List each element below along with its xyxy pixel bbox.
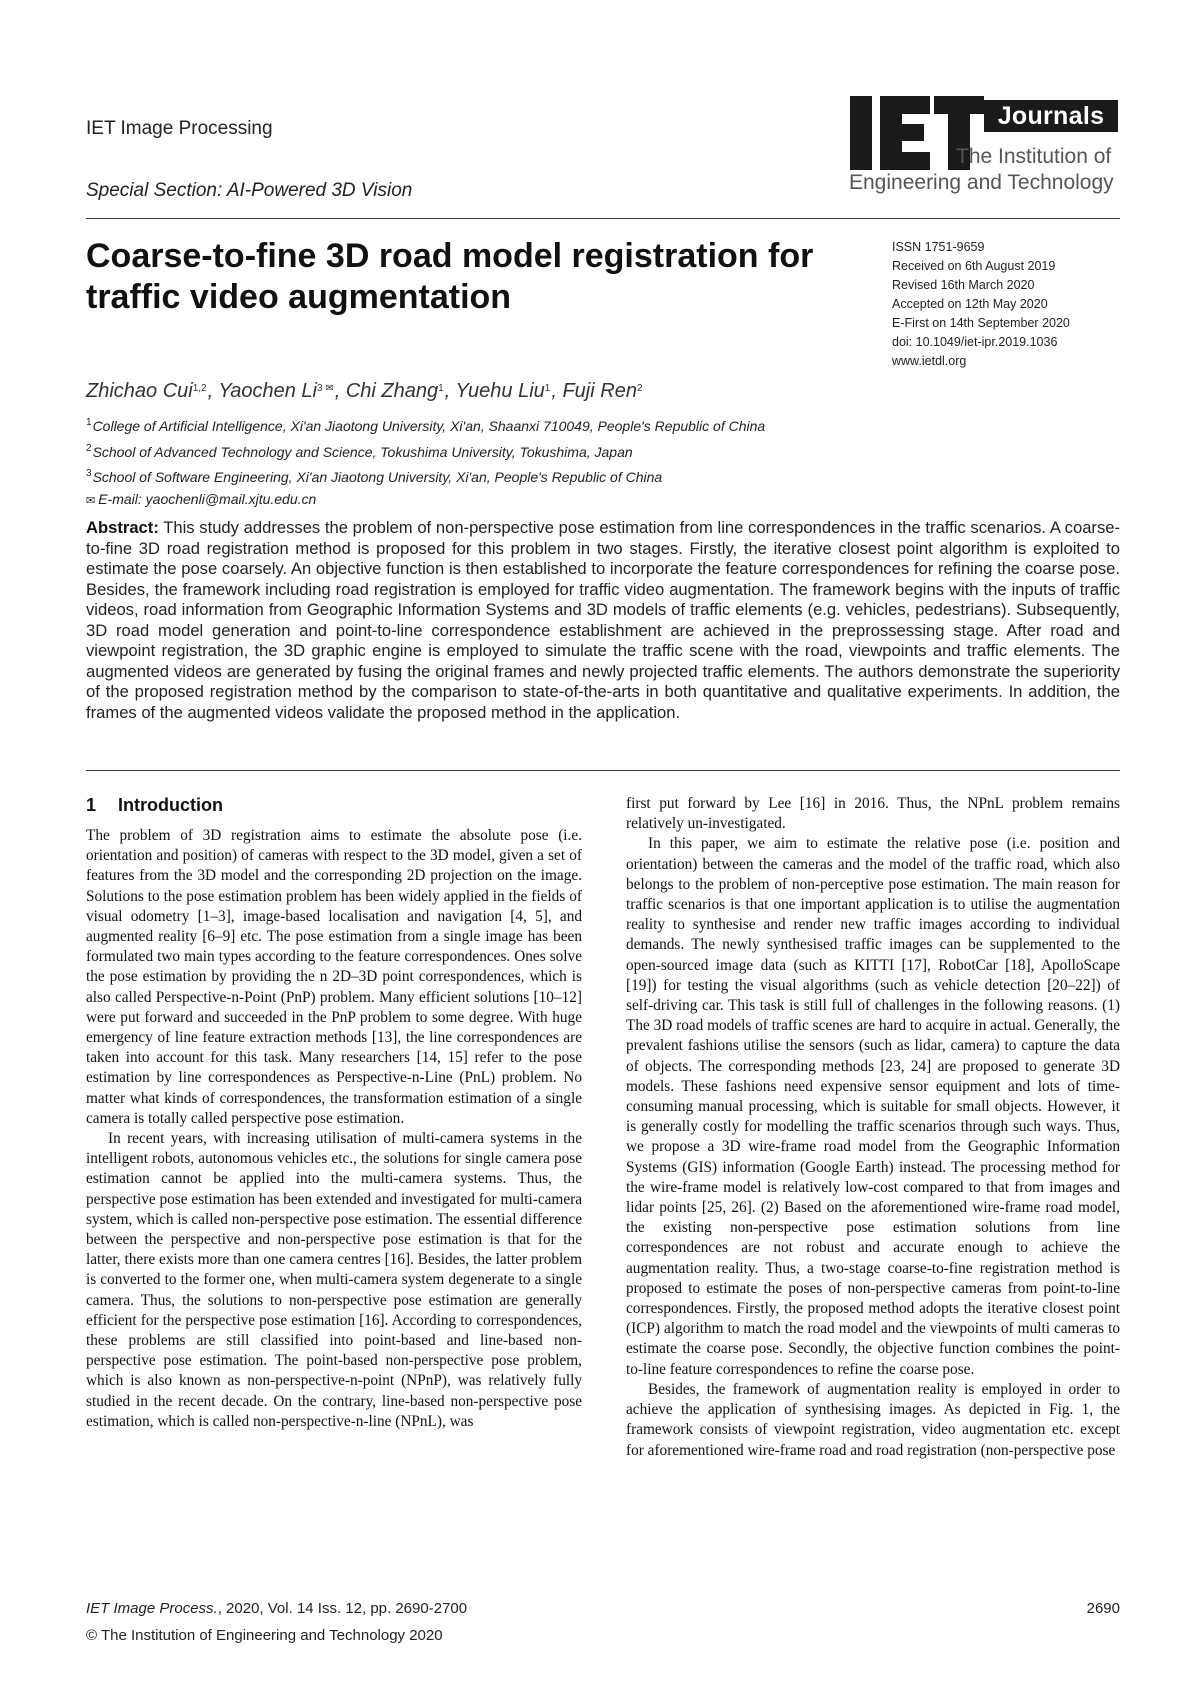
abstract-divider [86,770,1120,771]
author-name: Yaochen Li [218,380,317,402]
citation-journal: IET Image Process. [86,1600,218,1617]
title-line-1: Coarse-to-fine 3D road model registration for [86,237,814,275]
logo-journals-label: Journals [984,100,1118,132]
author-affiliation-sup: 2 [636,383,643,394]
logo-institution-line: The Institution of [956,145,1112,168]
author-name: Fuji Ren [562,380,637,402]
abstract-label: Abstract: [86,518,159,537]
affiliation-sup: 3 [86,468,92,479]
article-metadata [892,238,1070,371]
body-paragraph: Besides, the framework of augmentation reality is employed in order to achieve the application of synthesising images. As depicted in Fig. 1, the framework consists of viewpoint registration, video augmentation etc. except for aforementioned wire-frame road and road registration (non-perspective pose [626,1380,1120,1459]
body-paragraph: In this paper, we aim to estimate the relative pose (i.e. position and orientation) between the cameras and the model of the traffic road, which also belongs to the problem of non-perceptive pose estimation. The main reason for traffic scenarios is that one important application is to utilise the augmentation reality to synthesise and render new traffic images according to individual demands. The newly synthesised traffic images can be supplemented to the open-sourced image data (such as KITTI [17], RobotCar [18], ApolloScape [19]) for testing the visual algorithms (such as vehicle detection [20–22]) of self-driving car. This task is still full of challenges in the following reasons. (1) The 3D road models of traffic scenes are hard to acquire in actual. Generally, the prevalent fashions utilise the sensors (such as lidar, camera) to capture the data of objects. The corresponding methods [23, 24] are proposed to generate 3D models. These fashions need expensive sensor equipment and lots of time-consuming manual processing, which is suitable for small objects. However, it is generally costly for modelling the traffic scenarios through such ways. Thus, we propose a 3D wire-frame road model from the Geographic Information Systems (GIS) information (Google Earth) instead. The processing method for the wire-frame model is relatively low-cost compared to that from images and lidar points [25, 26]. (2) Based on the aforementioned wire-frame road model, the existing non-perspective pose estimation solutions from line correspondences are not robust and accurate enough to achieve the augmentation reality. Thus, a two-stage coarse-to-fine registration method is proposed to estimate the poses of non-perspective cameras from point-to-line correspondences. Firstly, the proposed method adopts the iterative closest point (ICP) algorithm to match the road model and the viewpoints of multi cameras to estimate the coarse pose. Secondly, the objective function combines the point-to-line feature correspondences to refine the coarse pose. [626,835,1120,1378]
footer-copyright: © The Institution of Engineering and Technology 2020 [86,1627,443,1644]
author-name: Chi Zhang [345,380,439,402]
author-name: Zhichao Cui [86,380,193,402]
section-heading-introduction [86,795,223,816]
author-affiliation-sup: 1,2 [192,383,207,394]
logo-engineering-line: Engineering and Technology [849,171,1114,194]
issn: ISSN 1751-9659 [892,240,985,254]
ietdl-link[interactable]: www.ietdl.org [892,354,967,368]
body-paragraph: first put forward by Lee [16] in 2016. Thus, the NPnL problem remains relatively un-investigated. [626,795,1120,833]
affiliation-text: College of Artificial Intelligence, Xi'an Jiaotong University, Xi'an, Shaanxi 710049, People's Republic of China [92,418,766,434]
e-first-date: E-First on 14th September 2020 [892,316,1070,330]
abstract-text: This study addresses the problem of non-perspective pose estimation from line correspondences in the traffic scenarios. A coarse-to-fine 3D road registration method is proposed for this problem in two stages. Firstly, the iterative closest point algorithm is exploited to estimate the pose coarsely. An objective function is then established to incorporate the feature correspondences for refining the coarse pose. Besides, the framework including road registration is employed for traffic video augmentation. The framework begins with the inputs of traffic videos, road information from Geographic Information Systems and 3D models of traffic elements (e.g. vehicles, pedestrians). Subsequently, 3D road model generation and point-to-line correspondence establishment are achieved in the preprossessing stage. After road and viewpoint registration, the 3D graphic engine is employed to simulate the traffic scene with the road, viewpoints and traffic elements. The augmented videos are generated by fusing the original frames and newly projected traffic elements. The authors demonstrate the superiority of the proposed registration method by the comparison to state-of-the-arts in both quantitative and qualitative experiments. In addition, the frames of the augmented videos validate the proposed method in the application. [86,518,1120,722]
email-address[interactable]: E-mail: yaochenli@mail.xjtu.edu.cn [98,490,317,507]
author-affiliation-sup: 1 [438,383,444,394]
title-line-2: traffic video augmentation [86,278,512,316]
affiliation-sup: 2 [86,442,92,454]
author-separator: , [207,380,219,402]
journal-name: IET Image Processing [86,118,273,139]
affiliation-list [86,412,765,512]
affiliation-text: School of Software Engineering, Xi'an Jiaotong University, Xi'an, People's Republic of China [92,469,663,485]
author-separator: , [334,380,346,402]
page-number: 2690 [1086,1600,1120,1617]
left-text-column [86,826,582,1432]
body-paragraph: The problem of 3D registration aims to estimate the absolute pose (i.e. orientation and position) of cameras with respect to the 3D model, given a set of features from the 3D model and the corresponding 2D projection on the image. Solutions to the pose estimation problem has been widely applied in the fields of visual odometry [1–3], image-based localisation and navigation [4, 5], and augmented reality [6–9] etc. The pose estimation from a single image has been formulated two main types according to the feature correspondences. Ones solve the pose estimation by providing the n 2D–3D point correspondences, which is also called Perspective-n-Point (PnP) problem. Many efficient solutions [10–12] were put forward and succeeded in the PnP problem to some degree. With huge emergency of line feature extraction methods [13], the line correspondences are taken into account for this task. Many researchers [14, 15] refer to the pose estimation by line correspondences as Perspective-n-Line (PnL) problem. No matter what kinds of correspondences, the transformation estimation of a single camera is totally called perspective pose estimation. [86,827,582,1127]
revised-date: Revised 16th March 2020 [892,278,1035,292]
author-affiliation-sup: 1 [544,383,551,394]
abstract [86,518,1120,723]
affiliation-item [86,463,765,489]
email-line [86,489,765,513]
right-text-column [626,794,1120,1461]
affiliation-item [86,412,765,438]
header-divider [86,218,1120,219]
section-title: Introduction [118,795,223,815]
author-separator: , [444,380,456,402]
author-list [86,380,644,403]
received-date: Received on 6th August 2019 [892,259,1056,273]
author-affiliation-sup: 3 ✉ [316,383,334,394]
affiliation-sup: 1 [86,417,92,428]
accepted-date: Accepted on 12th May 2020 [892,297,1048,311]
body-paragraph: In recent years, with increasing utilisation of multi-camera systems in the intelligent robots, autonomous vehicles etc., the solutions for single camera pose estimation cannot be applied into the multi-camera systems. Thus, the perspective pose estimation has been extended and investigated for multi-camera system, which is called non-perspective pose estimation. The essential difference between the perspective and non-perspective pose estimation is that for the latter, there exists more than one camera centres [16]. Besides, the latter problem is converted to the former one, when multi-camera system degenerate to a single camera. Thus, the solutions to non-perspective pose estimation are generally efficient for the perspective pose estimation [16]. According to correspondences, these problems are still classified into point-based and line-based non-perspective pose estimation. The point-based non-perspective pose problem, which is also known as non-perspective-n-point (NPnP), was relatively fully studied in the recent decade. On the contrary, line-based non-perspective pose estimation, which is called non-perspective-n-line (NPnL), was [86,1130,583,1430]
envelope-icon: ✉ [86,494,96,507]
affiliation-item [86,438,765,464]
affiliation-text: School of Advanced Technology and Science, Tokushima University, Tokushima, Japan [92,443,633,460]
author-name: Yuehu Liu [455,380,545,402]
special-section: Special Section: AI-Powered 3D Vision [86,180,413,201]
section-number: 1 [86,795,97,815]
citation-details: , 2020, Vol. 14 Iss. 12, pp. 2690-2700 [217,1600,468,1617]
article-title [86,236,866,318]
footer-citation [86,1600,467,1617]
author-separator: , [551,380,563,402]
doi-link[interactable]: doi: 10.1049/iet-ipr.2019.1036 [892,335,1058,349]
iet-journals-logo [848,96,1120,200]
